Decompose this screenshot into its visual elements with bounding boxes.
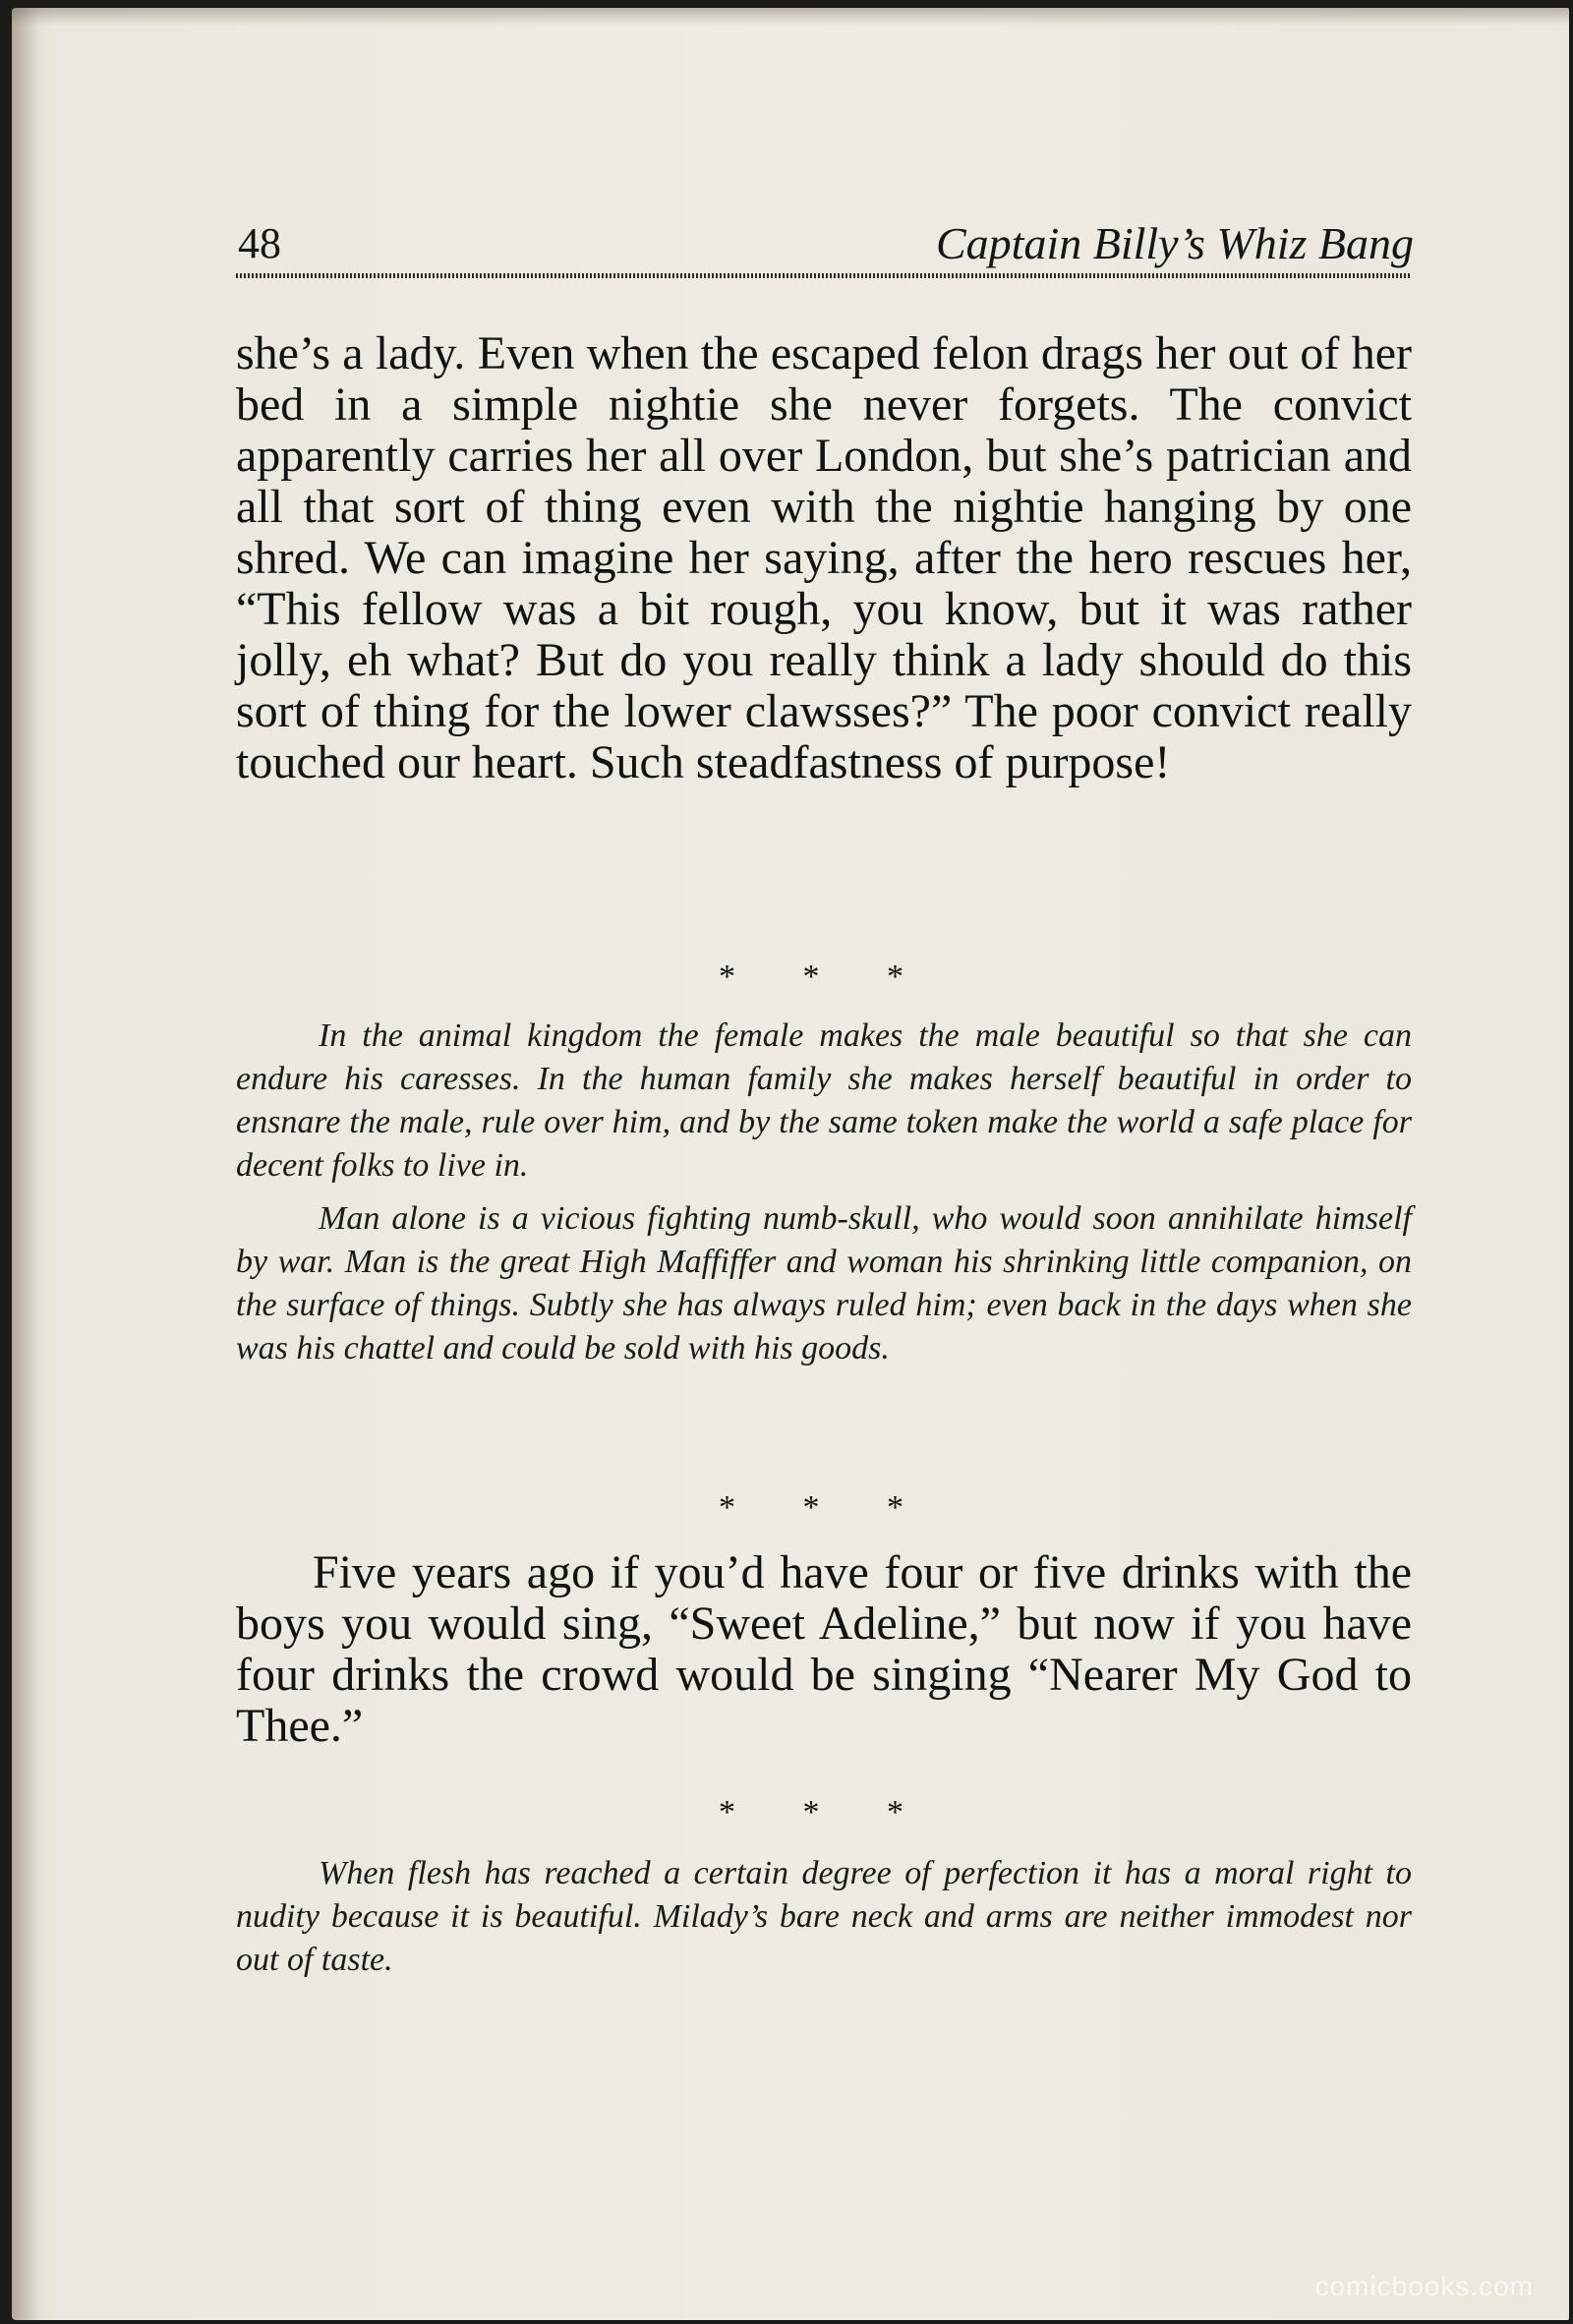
section-separator: * * * <box>719 1489 933 1526</box>
italic-section-female-beauty <box>236 1015 1412 1370</box>
paragraph-five-years-ago: Five years ago if you’d have four or five drinks with the boys you would sing, “Sweet Adeline,” but now if you have four drinks the crowd would be singing “Nearer My God to Thee.” <box>236 1546 1412 1752</box>
section-separator: * * * <box>719 959 933 995</box>
page-number: 48 <box>238 219 281 267</box>
header-rule <box>236 273 1412 278</box>
italic-paragraph-animal-kingdom: In the animal kingdom the female makes the male beautiful so that she can endure his caresses. In the human family she makes herself beautiful in order to ensnare the male, rule over him, and by the same token make the world a safe place for decent folks to live in. <box>236 1017 1412 1184</box>
italic-paragraph-man-alone: Man alone is a vicious fighting numb-skull, who would soon annihilate himself by war. Man is the great High Maffiffer and woman his shrinking little companion, on the surface of things. Subtly she has always ruled him; even back in the days when she was his chattel and could be sold with his goods. <box>236 1200 1412 1366</box>
paragraph-lady: she’s a lady. Even when the escaped felon drags her out of her bed in a simple nightie she never forgets. The convict apparently carries her all over London, but she’s patrician and all that sort of thing even with the nightie hanging by one shred. We can imagine her saying, after the hero rescues her, “This fellow was a bit rough, you know, but it was rather jolly, eh what? But do you really think a lady should do this sort of thing for the lower clawsses?” The poor convict really touched our heart. Such steadfastness of purpose! <box>236 327 1412 788</box>
watermark: comicbooks.com <box>1314 2271 1534 2301</box>
page-gutter-shadow <box>12 8 39 2320</box>
section-separator: * * * <box>719 1794 933 1830</box>
page-top-shadow <box>12 8 1569 26</box>
running-title: Captain Billy’s Whiz Bang <box>936 218 1414 268</box>
italic-section-flesh <box>236 1852 1412 1982</box>
running-header <box>224 218 1414 271</box>
italic-paragraph-flesh-perfection: When flesh has reached a certain degree of perfection it has a moral right to nudity because it is beautiful. Milady’s bare neck and arms are neither immodest nor out of taste. <box>236 1855 1412 1978</box>
